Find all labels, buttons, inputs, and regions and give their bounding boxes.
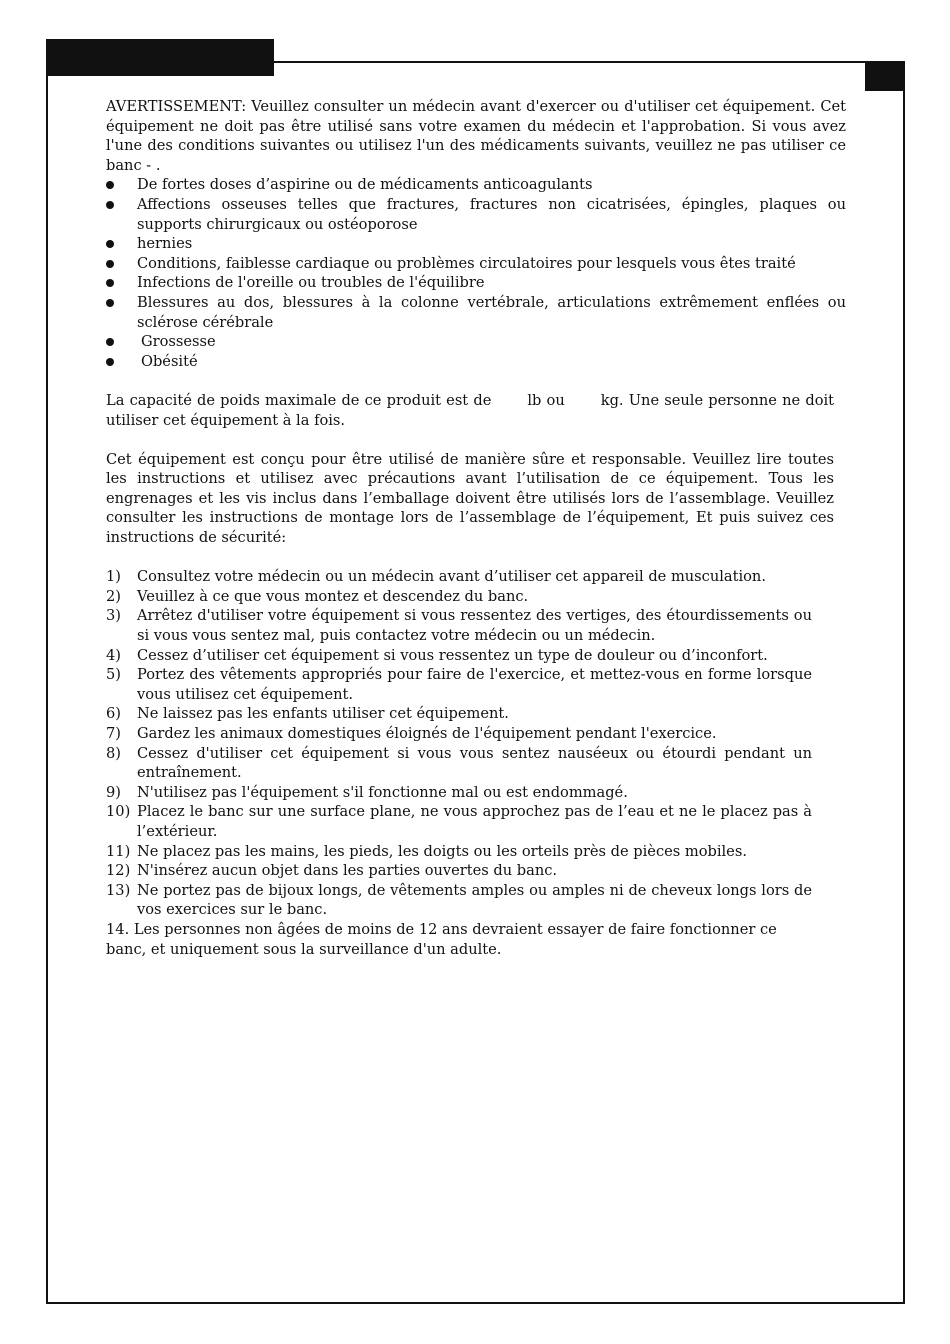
- step-number: 13): [106, 881, 131, 899]
- step-text: N'utilisez pas l'équipement s'il fonctionne mal ou est endommagé.: [137, 783, 628, 801]
- list-item: [106, 567, 812, 587]
- list-item: [106, 665, 812, 704]
- condition-text: De fortes doses d’aspirine ou de médicaments anticoagulants: [137, 176, 593, 194]
- step-number: 12): [106, 862, 131, 880]
- header-tab-block: [46, 39, 274, 76]
- step-number: 6): [106, 705, 121, 723]
- condition-text: Infections de l'oreille ou troubles de l'équilibre: [137, 274, 485, 292]
- list-item: [106, 332, 846, 352]
- list-item: [106, 273, 846, 293]
- list-item: [106, 195, 846, 234]
- conditions-list: [106, 175, 846, 371]
- list-item: [106, 606, 812, 645]
- list-item: [106, 744, 812, 783]
- list-item: [106, 724, 812, 744]
- step-number: 11): [106, 842, 131, 860]
- condition-text: hernies: [137, 235, 193, 253]
- list-item: [106, 704, 812, 724]
- page-corner-block: [865, 61, 905, 91]
- safety-intro-paragraph: Cet équipement est conçu pour être utilisé de manière sûre et responsable. Veuillez lire toutes les instructions et utilisez avec précautions avant l’utilisation de ce équipement. Tous les engrenages et les vis inclus dans l’emballage doivent être utilisés lors de l’assemblage. Veuillez consulter les instructions de montage lors de l’assemblage de l’équipement, Et puis suivez ces instructions de sécurité:: [106, 450, 834, 547]
- condition-text: Grossesse: [141, 333, 216, 351]
- step-number: 7): [106, 725, 121, 742]
- step-text: Ne placez pas les mains, les pieds, les doigts ou les orteils près de pièces mobiles.: [137, 842, 747, 860]
- bullet-icon: [106, 181, 114, 189]
- step-number: 5): [106, 666, 121, 684]
- condition-text: Blessures au dos, blessures à la colonne vertébrale, articulations extrêmement enflées ou sclérose cérébrale: [137, 293, 846, 331]
- step-number: 9): [106, 783, 121, 801]
- list-item: [106, 842, 812, 862]
- list-item: [106, 646, 812, 666]
- warning-intro: AVERTISSEMENT: Veuillez consulter un médecin avant d'exercer ou d'utiliser cet équipement. Cet équipement ne doit pas être utilisé sans votre examen du médecin et l'approbation. Si vous avez l'une des conditions suivantes ou utilisez l'un des médicaments suivants, veuillez ne pas utiliser ce banc - .: [106, 98, 846, 174]
- step-text: Ne portez pas de bijoux longs, de vêtements amples ou amples ni de cheveux longs lors de vos exercices sur le banc.: [137, 881, 812, 919]
- list-item: [106, 293, 846, 332]
- step-number: 8): [106, 744, 121, 762]
- step-text: Placez le banc sur une surface plane, ne vous approchez pas de l’eau et ne le placez pas à l’extérieur.: [137, 803, 812, 840]
- step-text: N'insérez aucun objet dans les parties ouvertes du banc.: [137, 862, 558, 880]
- document-body: [106, 97, 846, 959]
- step-text: Veuillez à ce que vous montez et descendez du banc.: [137, 587, 529, 605]
- step-number: 4): [106, 646, 121, 664]
- condition-text: Conditions, faiblesse cardiaque ou problèmes circulatoires pour lesquels vous êtes traité: [137, 254, 796, 272]
- list-item: [106, 352, 846, 372]
- weight-capacity-paragraph: La capacité de poids maximale de ce produit est de lb ou kg. Une seule personne ne doit utiliser cet équipement à la fois.: [106, 391, 835, 429]
- bullet-icon: [106, 358, 114, 366]
- list-item: [106, 802, 812, 841]
- step-text: Gardez les animaux domestiques éloignés de l'équipement pendant l'exercice.: [137, 725, 717, 742]
- step-text: Cessez d’utiliser cet équipement si vous ressentez un type de douleur ou d’inconfort.: [137, 646, 768, 664]
- bullet-icon: [106, 260, 114, 268]
- step-text: Ne laissez pas les enfants utiliser cet équipement.: [137, 705, 509, 723]
- step-text: Consultez votre médecin ou un médecin avant d’utiliser cet appareil de musculation.: [137, 568, 766, 586]
- list-item: [106, 175, 846, 195]
- list-item: [106, 881, 812, 920]
- list-item: [106, 254, 846, 274]
- bullet-icon: [106, 240, 114, 248]
- step-number: 1): [106, 568, 121, 586]
- safety-steps-list: [106, 567, 812, 920]
- step-number: 2): [106, 587, 121, 605]
- list-item: [106, 783, 812, 803]
- step-number: 10): [106, 803, 131, 821]
- bullet-icon: [106, 279, 114, 287]
- step-text: Portez des vêtements appropriés pour faire de l'exercice, et mettez-vous en forme lorsque vous utilisez cet équipement.: [137, 666, 812, 703]
- list-item: [106, 234, 846, 254]
- step-text: Cessez d'utiliser cet équipement si vous vous sentez nauséeux ou étourdi pendant un entraînement.: [137, 744, 812, 782]
- step-number: 3): [106, 607, 121, 625]
- step-text: Arrêtez d'utiliser votre équipement si vous ressentez des vertiges, des étourdissements ou si vous vous sentez mal, puis contactez votre médecin ou un médecin.: [137, 607, 812, 645]
- final-note: 14. Les personnes non âgées de moins de 12 ans devraient essayer de faire fonctionner ce banc, et uniquement sous la surveillance d'un adulte.: [106, 920, 777, 958]
- bullet-icon: [106, 299, 114, 307]
- list-item: [106, 587, 812, 607]
- condition-text: Affections osseuses telles que fractures, fractures non cicatrisées, épingles, plaques ou supports chirurgicaux ou ostéoporose: [137, 195, 846, 233]
- condition-text: Obésité: [141, 352, 198, 370]
- list-item: [106, 861, 812, 881]
- bullet-icon: [106, 201, 114, 209]
- bullet-icon: [106, 338, 114, 346]
